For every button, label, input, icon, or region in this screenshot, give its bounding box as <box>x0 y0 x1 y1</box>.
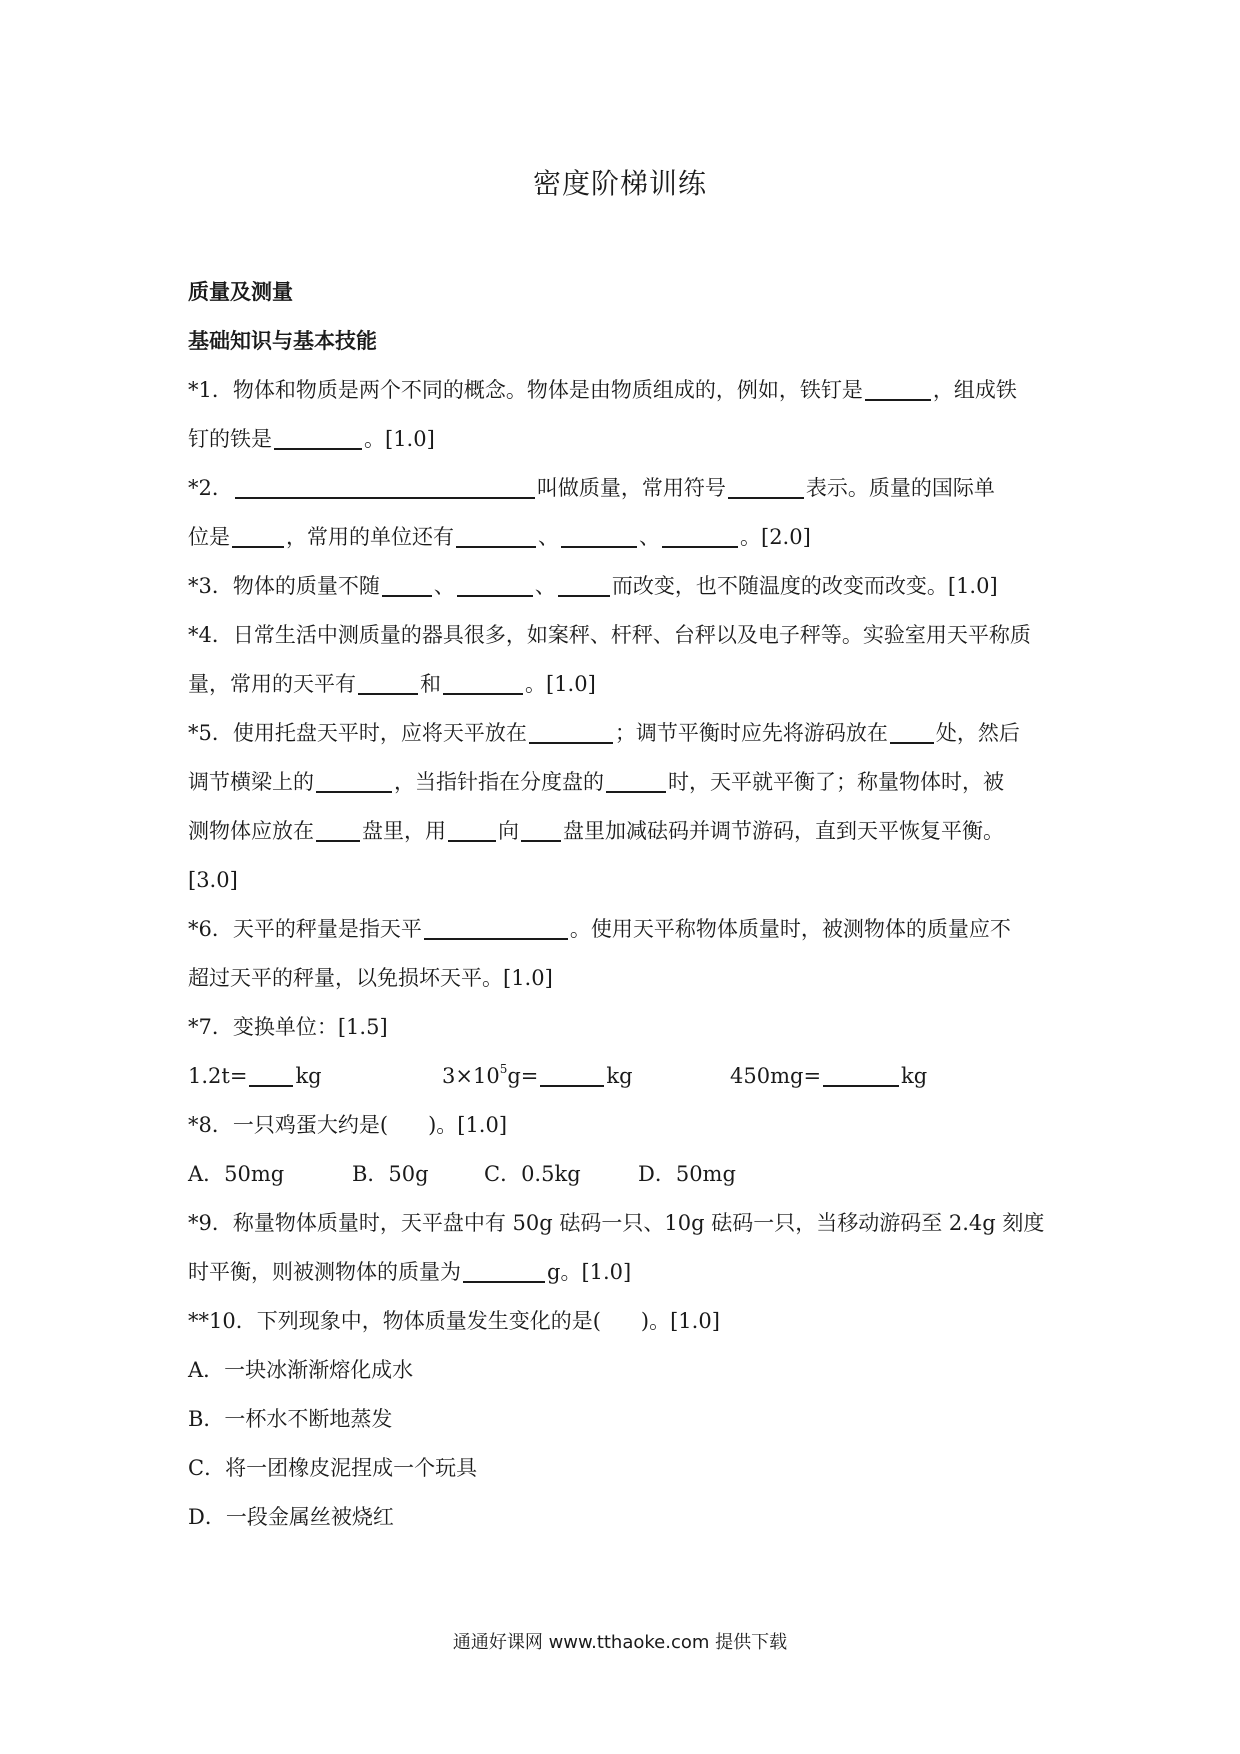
question-1-line-2: 钉的铁是 。[1.0] <box>188 415 1068 464</box>
answer-blank[interactable] <box>463 1257 545 1283</box>
answer-blank[interactable] <box>728 473 804 499</box>
answer-blank[interactable] <box>457 571 533 597</box>
conversion-3: 450mg= kg <box>730 1052 927 1101</box>
answer-blank[interactable] <box>382 571 432 597</box>
question-6-line-2: 超过天平的秤量，以免损坏天平。[1.0] <box>188 966 553 990</box>
answer-blank[interactable] <box>529 718 613 744</box>
question-5-line-4: [3.0] <box>188 868 238 892</box>
answer-blank[interactable] <box>558 571 610 597</box>
question-7: *7．变换单位：[1.5] <box>188 1015 388 1039</box>
answer-blank[interactable] <box>823 1061 899 1087</box>
section-heading: 质量及测量 <box>188 280 293 304</box>
worksheet-body <box>188 268 1068 1542</box>
conversion-2: $3\times 10^5g=$ kg <box>442 1062 633 1088</box>
option-c[interactable]: C．将一团橡皮泥捏成一个玩具 <box>188 1456 478 1480</box>
answer-blank[interactable] <box>443 669 523 695</box>
option-d[interactable]: D．一段金属丝被烧红 <box>188 1505 394 1529</box>
option-b[interactable]: B．一杯水不断地蒸发 <box>188 1407 393 1431</box>
question-9-line-1: *9．称量物体质量时，天平盘中有 50g 砝码一只、10g 砝码一只，当移动游码至 2.4g 刻度 <box>188 1211 1045 1235</box>
conversion-1: 1.2t= kg <box>188 1052 442 1101</box>
answer-blank[interactable] <box>540 1061 604 1087</box>
question-8-options <box>188 1150 1068 1199</box>
answer-blank[interactable] <box>424 914 568 940</box>
answer-blank[interactable] <box>316 767 392 793</box>
option-a[interactable]: A．50mg <box>188 1162 285 1186</box>
answer-blank[interactable] <box>232 522 284 548</box>
answer-blank[interactable] <box>662 522 738 548</box>
question-8: *8．一只鸡蛋大约是( )。[1.0] <box>188 1113 508 1137</box>
question-7-conversions <box>188 1052 1068 1101</box>
answer-blank[interactable] <box>606 767 666 793</box>
answer-blank[interactable] <box>358 669 418 695</box>
page-footer: 通通好课网 www.tthaoke.com 提供下载 <box>452 1632 788 1653</box>
question-1-line-1: *1．物体和物质是两个不同的概念。物体是由物质组成的，例如，铁钉是 ，组成铁 <box>188 366 1068 415</box>
question-9-line-2: 时平衡，则被测物体的质量为 g。[1.0] <box>188 1248 1068 1297</box>
answer-blank[interactable] <box>521 816 561 842</box>
option-a[interactable]: A．一块冰渐渐熔化成水 <box>188 1358 414 1382</box>
answer-blank[interactable] <box>448 816 496 842</box>
page-title: 密度阶梯训练 <box>532 167 707 200</box>
answer-blank[interactable] <box>316 816 360 842</box>
answer-blank[interactable] <box>561 522 637 548</box>
question-2-line-1: *2． 叫做质量，常用符号 表示。质量的国际单 <box>188 464 1068 513</box>
answer-blank[interactable] <box>890 718 934 744</box>
question-2-line-2: 位是 ，常用的单位还有 、 、 。[2.0] <box>188 513 1068 562</box>
option-c[interactable]: C．0.5kg <box>484 1162 581 1186</box>
answer-blank[interactable] <box>456 522 536 548</box>
question-5-line-2: 调节横梁上的 ，当指针指在分度盘的 时，天平就平衡了；称量物体时，被 <box>188 758 1068 807</box>
answer-blank[interactable] <box>865 375 931 401</box>
question-10: **10．下列现象中，物体质量发生变化的是( )。[1.0] <box>188 1309 720 1333</box>
option-d[interactable]: D．50mg <box>638 1162 736 1186</box>
question-4-line-1: *4．日常生活中测质量的器具很多，如案秤、杆秤、台秤以及电子秤等。实验室用天平称质 <box>188 623 1031 647</box>
question-5-line-3: 测物体应放在 盘里，用 向 盘里加减砝码并调节游码，直到天平恢复平衡。 <box>188 807 1068 856</box>
question-6-line-1: *6．天平的秤量是指天平 。使用天平称物体质量时，被测物体的质量应不 <box>188 905 1068 954</box>
question-5-line-1: *5．使用托盘天平时，应将天平放在 ；调节平衡时应先将游码放在 处，然后 <box>188 709 1068 758</box>
answer-blank[interactable] <box>235 473 535 499</box>
question-4-line-2: 量，常用的天平有 和 。[1.0] <box>188 660 1068 709</box>
answer-blank[interactable] <box>274 424 362 450</box>
answer-blank[interactable] <box>249 1061 293 1087</box>
option-b[interactable]: B．50g <box>352 1162 429 1186</box>
subsection-heading: 基础知识与基本技能 <box>188 329 377 353</box>
question-3: *3．物体的质量不随 、 、 而改变，也不随温度的改变而改变。[1.0] <box>188 562 1068 611</box>
